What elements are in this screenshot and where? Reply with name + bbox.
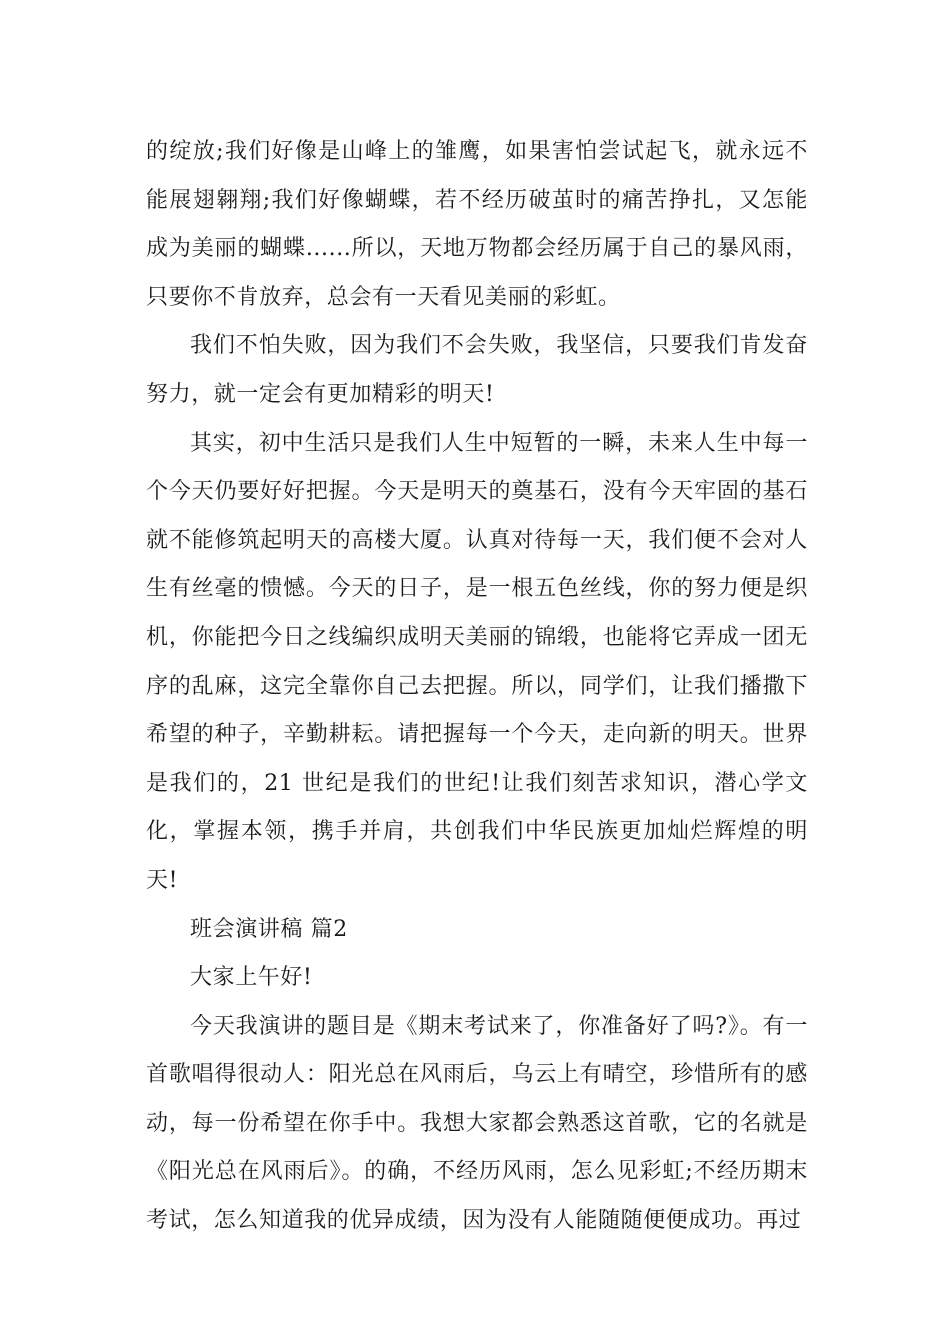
paragraph-1: 的绽放;我们好像是山峰上的雏鹰，如果害怕尝试起飞，就永远不能展翅翱翔;我们好像蝴蝶，若不经历破茧时的痛苦挣扎，又怎能成为美丽的蝴蝶......所以，天地万物都会经历属于自己的暴风雨，只要你不肯放弃，总会有一天看见美丽的彩虹。 <box>146 139 808 310</box>
paragraph-4: 今天我演讲的题目是《期末考试来了，你准备好了吗?》。有一首歌唱得很动人：阳光总在风雨后，乌云上有晴空，珍惜所有的感动，每一份希望在你手中。我想大家都会熟悉这首歌，它的名就是《阳光总在风雨后》。的确，不经历风雨，怎么见彩虹;不经历期末考试，怎么知道我的优异成绩，因为没有人能随随便便成功。再过 <box>146 1013 808 1234</box>
paragraph-2: 我们不怕失败，因为我们不会失败，我坚信，只要我们肯发奋努力，就一定会有更加精彩的明天! <box>146 333 808 407</box>
document-body <box>146 128 808 1246</box>
section-heading: 班会演讲稿 篇2 <box>190 916 348 942</box>
paragraph-3: 其实，初中生活只是我们人生中短暂的一瞬，未来人生中每一个今天仍要好好把握。今天是明天的奠基石，没有今天牢固的基石就不能修筑起明天的高楼大厦。认真对待每一天，我们便不会对人生有丝毫的愦憾。今天的日子，是一根五色丝线，你的努力便是织机，你能把今日之线编织成明天美丽的锦缎，也能将它弄成一团无序的乱麻，这完全靠你自己去把握。所以，同学们，让我们播撒下希望的种子，辛勤耕耘。请把握每一个今天，走向新的明天。世界是我们的，21 世纪是我们的世纪!让我们刻苦求知识，潜心学文化，掌握本领，携手并肩，共创我们中华民族更加灿烂辉煌的明天! <box>146 430 808 893</box>
greeting: 大家上午好! <box>190 965 313 991</box>
